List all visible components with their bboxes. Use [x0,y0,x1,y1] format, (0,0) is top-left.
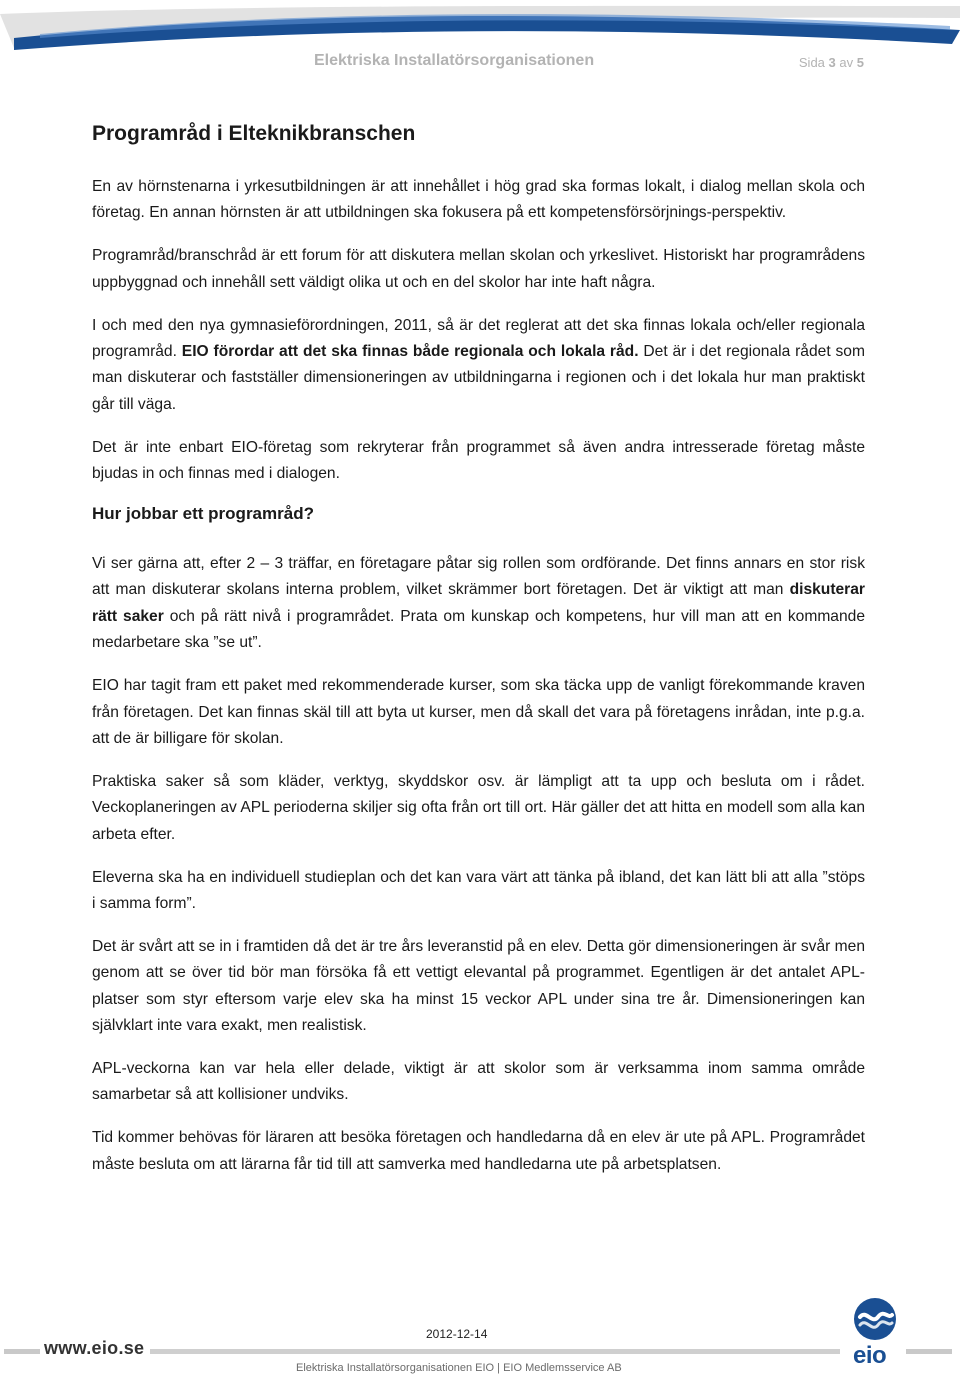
page-current: 3 [828,55,836,70]
footer-website-link[interactable]: www.eio.se [44,1338,145,1358]
section-heading: Hur jobbar ett programråd? [92,504,314,524]
document-title: Programråd i Elteknikbranschen [92,122,416,145]
footer-date: 2012-12-14 [426,1327,488,1341]
header-organization-name: Elektriska Installatörsorganisationen [314,52,595,69]
paragraph-5-part-2: och på rätt nivå i programrådet. Prata om kunskap och kompetens, hur vill man att en kommande medarbetare ska ”se ut”. [92,607,866,652]
page-separator: av [839,55,854,70]
page-prefix: Sida [798,55,825,70]
paragraph-6: EIO har tagit fram ett paket med rekommenderade kurser, som ska täcka upp de vanligt förekommande kraven från företagen. Det kan finnas skäl till att byta ut kurser, men då skall det vara på företagens inrådan, inte p.g.a. att de är billigare för skolan. [92,677,865,747]
eio-logo-text: eio [853,1342,887,1369]
paragraph-10: APL-veckorna kan var hela eller delade, viktigt är att skolor som är verksamma inom samma område samarbetar så att kollisioner undviks. [92,1060,865,1104]
paragraph-5-bold: diskuterar rätt saker [92,581,865,625]
paragraph-2: Programråd/branschråd är ett forum för att diskutera mellan skolan och yrkeslivet. Historiskt har programrådens uppbyggnad och innehåll sett väldigt olika ut och en del skolor har inte haft några. [92,247,865,291]
paragraph-3-bold: EIO förordar att det ska finnas både regionala och lokala råd. [181,343,639,361]
footer-divider-left [4,1349,40,1354]
paragraph-5 [92,551,865,657]
paragraph-11: Tid kommer behövas för läraren att besöka företagen och handledarna då en elev är ute på APL. Programrådet måste besluta om att lärarna får tid till att samverka med handledarna ute på arbetsplatsen. [92,1129,865,1173]
footer-divider-middle [150,1349,840,1354]
footer-company-name: Elektriska Installatörsorganisationen EIO | EIO Medlemsservice AB [296,1362,622,1374]
paragraph-3-part-2: Det är i det regionala rådet som man diskuterar och fastställer dimensioneringen av utbildningarna i regionen och i det lokala hur man praktiskt går till väga. [92,343,865,413]
document-body [92,118,865,1195]
paragraph-3 [92,313,865,419]
paragraph-4: Det är inte enbart EIO-företag som rekryterar från programmet så även andra intresserade företag måste bjudas in och finnas med i dialogen. [92,438,865,483]
paragraph-3-part-1: I och med den nya gymnasieförordningen, 2011, så är det reglerat att det ska finnas lokala och/eller regionala programråd. [92,316,865,361]
paragraph-1: En av hörnstenarna i yrkesutbildningen är att innehållet i hög grad ska formas lokalt, i dialog mellan skola och företag. En annan hörnsten är att utbildningen ska fokusera på ett kompetensförsörjnings-perspektiv. [92,178,865,222]
footer-divider-right [906,1349,952,1354]
paragraph-5-part-1: Vi ser gärna att, efter 2 – 3 träffar, en företagare påtar sig rollen som ordförande. Det finns annars en stor risk att man diskuterar skolans interna problem, vilket skrämmer bort företagen. Det är viktigt att man [92,555,865,599]
paragraph-7: Praktiska saker så som kläder, verktyg, skyddskor osv. är lämpligt att ta upp och besluta om i rådet. Veckoplaneringen av APL perioderna skiljer sig ofta från ort till ort. Här gäller det att hitta en modell som alla kan arbeta efter. [92,772,865,843]
paragraph-8: Eleverna ska ha en individuell studieplan och det kan vara värt att tänka på ibland, det kan lätt bli att alla ”stöps i samma form”. [92,868,865,913]
header-page-number [799,55,864,70]
paragraph-9: Det är svårt att se in i framtiden då det är tre års leveranstid på en elev. Detta gör dimensioneringen är svår men genom att se över tid bör man försöka få ett vettigt elevantal på programmet. Egentligen är det antalet APL-platser som styr eftersom varje elev ska ha minst 15 veckor APL under sina tre år. Dimensioneringen kan självklart inte vara exakt, men realistisk. [92,937,865,1035]
page-total: 5 [856,55,864,70]
